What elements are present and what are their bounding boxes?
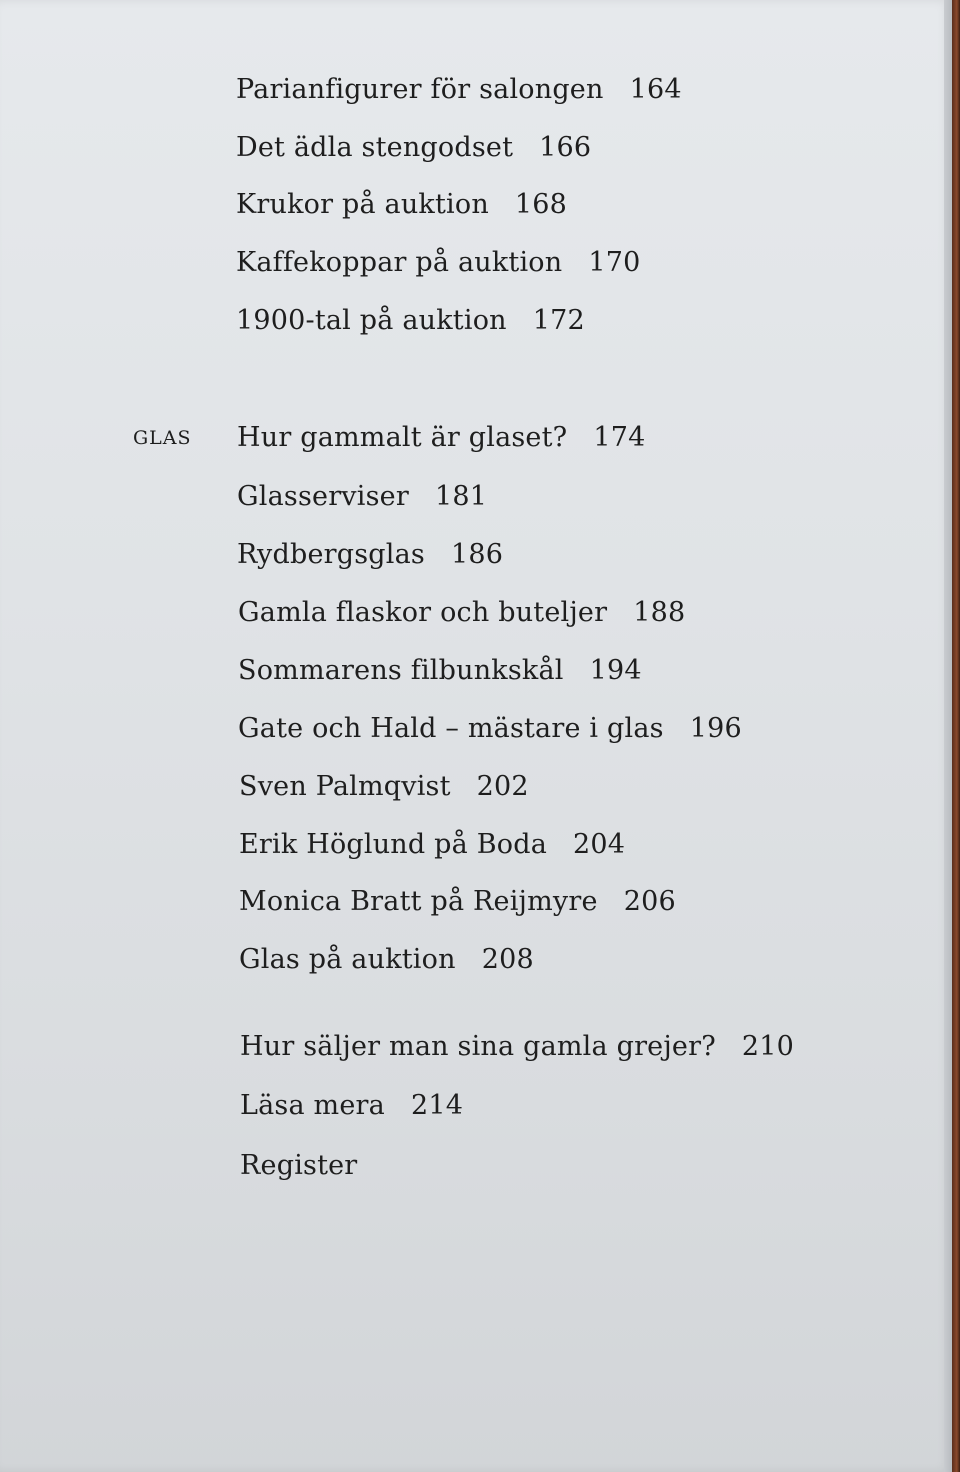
toc-entry bbox=[239, 944, 534, 976]
toc-entry-title: Glas på auktion bbox=[239, 944, 456, 975]
toc-entry bbox=[240, 1031, 794, 1063]
toc-entry-title: Parianfigurer för salongen bbox=[236, 74, 604, 105]
toc-entry bbox=[237, 422, 645, 454]
toc-entry bbox=[236, 305, 585, 337]
toc-entry-page: 174 bbox=[593, 422, 646, 453]
toc-entry-title: Rydbergsglas bbox=[237, 539, 425, 570]
toc-entry-page: 202 bbox=[476, 771, 529, 802]
toc-entry-page: 204 bbox=[573, 829, 626, 860]
toc-entry bbox=[236, 74, 682, 106]
toc-entry-page: 181 bbox=[434, 481, 488, 512]
toc-entry-title: Glasserviser bbox=[237, 481, 409, 512]
toc-entry bbox=[237, 539, 503, 571]
toc-entry-page: 186 bbox=[450, 539, 504, 570]
toc-entry-page: 196 bbox=[689, 713, 742, 744]
toc-entry-page: 210 bbox=[741, 1031, 795, 1062]
toc-entry-page: 172 bbox=[532, 305, 585, 336]
toc-entry-title: Monica Bratt på Reijmyre bbox=[239, 886, 598, 917]
toc-entry-title: Erik Höglund på Boda bbox=[239, 829, 548, 860]
toc-entry-title: Sven Palmqvist bbox=[239, 771, 451, 802]
toc-entry bbox=[238, 655, 642, 687]
section-label-glas: GLAS bbox=[133, 427, 192, 449]
toc-entry-page: 170 bbox=[588, 247, 641, 278]
toc-entry-title: Hur gammalt är glaset? bbox=[237, 422, 568, 453]
toc-entry-page: 164 bbox=[629, 74, 682, 105]
toc-entry bbox=[240, 1090, 463, 1122]
toc-entry bbox=[236, 189, 567, 221]
toc-entry-title: Gamla flaskor och buteljer bbox=[238, 597, 608, 628]
toc-entry bbox=[238, 597, 685, 629]
toc-entry-title: Kaffekoppar på auktion bbox=[236, 247, 563, 278]
toc-entry-page: 214 bbox=[410, 1090, 464, 1121]
toc-entry bbox=[239, 886, 676, 918]
toc-entry-title: Gate och Hald – mästare i glas bbox=[238, 713, 664, 744]
toc-entry bbox=[239, 829, 625, 861]
toc-entry-page: 208 bbox=[481, 944, 534, 975]
toc-entry-page: 166 bbox=[539, 132, 592, 163]
book-cover-edge bbox=[952, 0, 960, 1472]
toc-entry bbox=[236, 247, 640, 279]
toc-entry bbox=[240, 1150, 357, 1182]
toc-entry bbox=[236, 132, 591, 164]
toc-entry-title: Läsa mera bbox=[240, 1090, 385, 1121]
toc-entry-page: 194 bbox=[589, 655, 642, 686]
toc-entry-title: Hur säljer man sina gamla grejer? bbox=[240, 1031, 716, 1062]
toc-entry bbox=[239, 771, 529, 803]
toc-entry-title: Sommarens filbunkskål bbox=[238, 655, 564, 686]
toc-entry-page: 168 bbox=[514, 189, 568, 220]
toc-entry-page: 206 bbox=[623, 886, 676, 917]
toc-entry-title: Det ädla stengodset bbox=[236, 132, 514, 163]
toc-entry-page: 188 bbox=[633, 597, 686, 628]
toc-entry-title: 1900-tal på auktion bbox=[236, 305, 507, 336]
toc-entry bbox=[238, 713, 742, 745]
toc-entry-title: Krukor på auktion bbox=[236, 189, 489, 220]
toc-entry bbox=[237, 481, 487, 513]
toc-entry-title: Register bbox=[240, 1150, 358, 1181]
